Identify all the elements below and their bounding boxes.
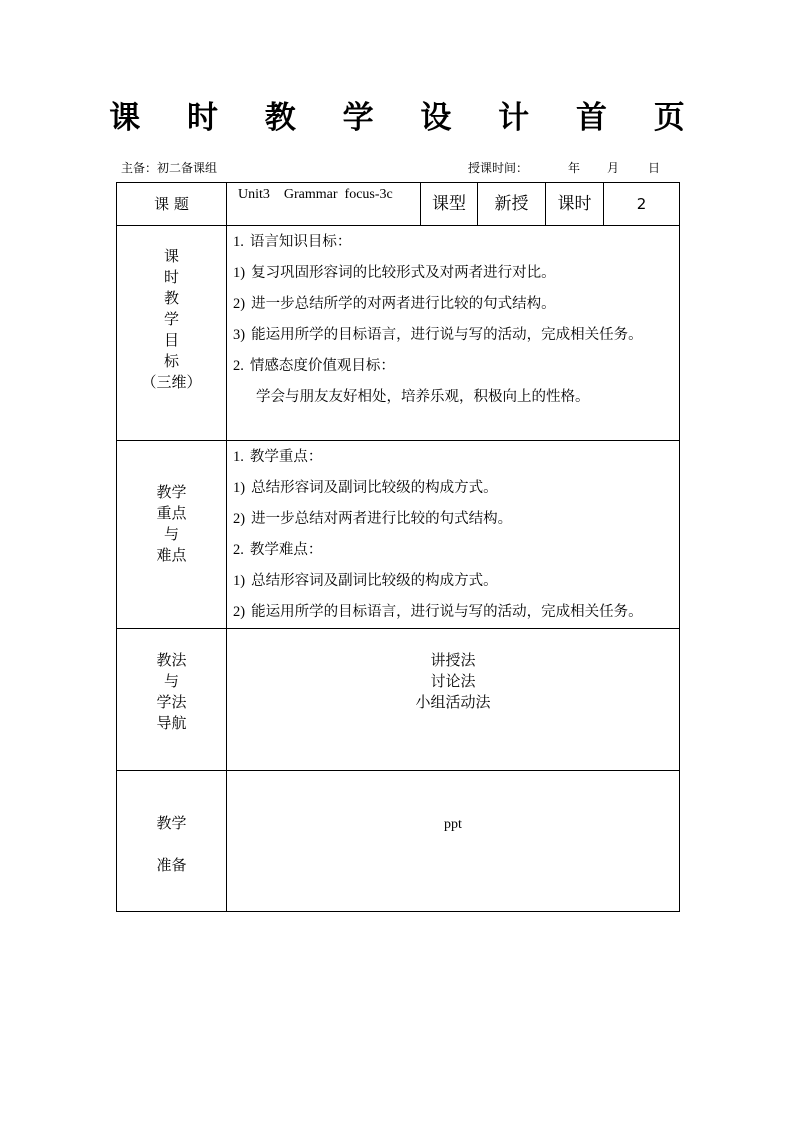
table-border-row1 [116, 225, 680, 226]
key-points-label-line: 难点 [156, 546, 187, 564]
preparation-label-bottom: 准备 [156, 856, 187, 874]
objectives-label-char: （三维） [141, 373, 202, 391]
key-point-line: 2) 进一步总结对两者进行比较的句式结构。 [233, 511, 513, 527]
class-time-label: 授课时间： [468, 161, 529, 175]
preparation-label-top: 教学 [156, 814, 187, 832]
page-title: 课 时 教 学 设 计 首 页 [109, 100, 703, 136]
topic-label: 课 题 [154, 195, 189, 213]
lesson-type-label: 课型 [432, 194, 466, 214]
table-border-right [679, 182, 680, 912]
objectives-label-char: 学 [163, 310, 179, 328]
preparation-value: ppt [444, 817, 462, 832]
methods-label-line: 教法 [156, 651, 187, 669]
objective-line: 2) 进一步总结所学的对两者进行比较的句式结构。 [233, 296, 556, 312]
objective-line: 1) 复习巩固形容词的比较形式及对两者进行对比。 [233, 265, 556, 281]
key-points-label-line: 教学 [156, 483, 187, 501]
year-label: 年 [568, 161, 581, 175]
key-points-label-line: 与 [163, 525, 179, 543]
objectives-label-char: 时 [163, 268, 179, 286]
method-item: 讨论法 [430, 672, 476, 690]
objectives-label-char: 课 [163, 247, 179, 265]
objectives-label-char: 教 [163, 289, 179, 307]
methods-label-line: 学法 [156, 693, 187, 711]
table-border-top [116, 182, 680, 183]
methods-list [227, 650, 679, 713]
objective-line: 学会与朋友友好相处，培养乐观，积极向上的性格。 [256, 389, 590, 405]
methods-label-line: 导航 [156, 714, 187, 732]
table-border-row4 [116, 770, 680, 771]
methods-label [117, 650, 226, 734]
table-border-label-col [226, 182, 227, 912]
table-border-bottom [116, 911, 680, 912]
key-point-line: 1) 总结形容词及副词比较级的构成方式。 [233, 480, 498, 496]
topic-value: Unit3 Grammar focus-3c [238, 187, 393, 202]
method-item: 讲授法 [430, 651, 476, 669]
objective-line: 1. 语言知识目标： [233, 234, 352, 250]
key-points-label-line: 重点 [156, 504, 187, 522]
preparer-label: 主备：初二备课组 [121, 161, 218, 175]
table-border-row3 [116, 628, 680, 629]
objectives-label [117, 246, 226, 393]
period-label: 课时 [557, 194, 592, 214]
lesson-type-value: 新授 [494, 194, 529, 214]
key-point-line: 2) 能运用所学的目标语言，进行说与写的活动，完成相关任务。 [233, 604, 643, 620]
table-border-row2 [116, 440, 680, 441]
method-item: 小组活动法 [415, 693, 491, 711]
key-point-line: 1) 总结形容词及副词比较级的构成方式。 [233, 573, 498, 589]
objectives-label-char: 标 [163, 352, 179, 370]
objective-line: 3) 能运用所学的目标语言，进行说与写的活动，完成相关任务。 [233, 327, 643, 343]
period-value: 2 [636, 195, 647, 213]
key-points-label [117, 482, 226, 566]
day-label: 日 [648, 161, 661, 175]
key-point-line: 2. 教学难点： [233, 542, 323, 558]
objectives-label-char: 目 [163, 331, 179, 349]
methods-label-line: 与 [163, 672, 179, 690]
key-point-line: 1. 教学重点： [233, 449, 323, 465]
month-label: 月 [607, 161, 620, 175]
objective-line: 2. 情感态度价值观目标： [233, 358, 395, 374]
